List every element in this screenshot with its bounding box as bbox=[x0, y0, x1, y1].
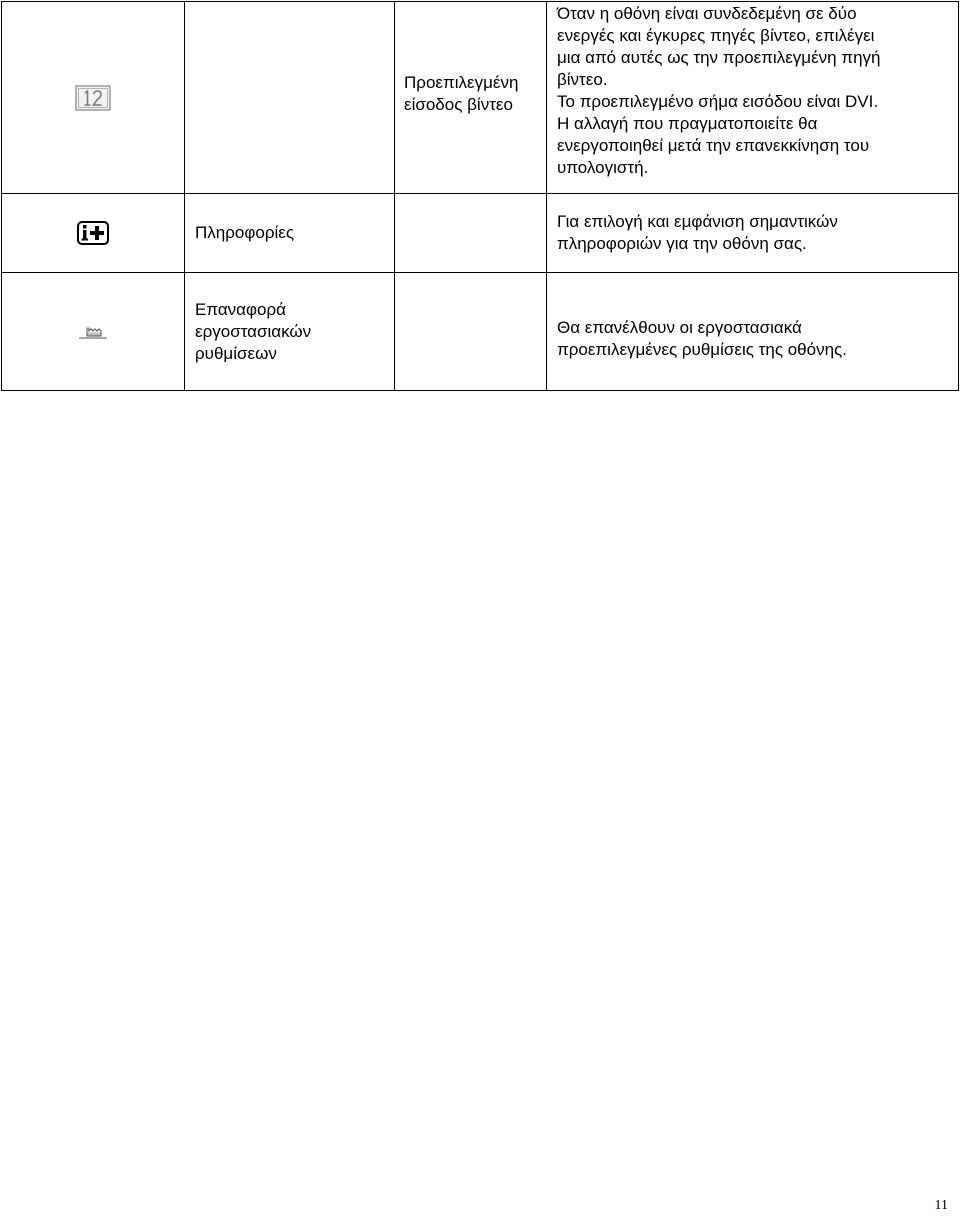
description-cell bbox=[547, 2, 959, 194]
menu-item-label-cell bbox=[185, 2, 395, 194]
osd-menu-table bbox=[1, 1, 959, 391]
description-cell bbox=[547, 194, 959, 273]
description-line: προεπιλεγμένες ρυθμίσεις της οθόνης. bbox=[557, 339, 847, 359]
table-row bbox=[2, 2, 959, 194]
submenu-label-line: Προεπιλεγμένη bbox=[404, 72, 519, 92]
icon-cell bbox=[2, 2, 185, 194]
submenu-item-cell bbox=[395, 2, 547, 194]
description-line: Για επιλογή και εμφάνιση σημαντικών bbox=[557, 212, 838, 231]
page-number: 11 bbox=[934, 1198, 948, 1213]
menu-item-label: Πληροφορίες bbox=[195, 223, 295, 242]
information-icon bbox=[77, 221, 109, 245]
description-line: Το προεπιλεγμένο σήμα εισόδου είναι DVI. bbox=[557, 92, 879, 111]
description-line: βίντεο. bbox=[557, 70, 608, 89]
description-line: Όταν η οθόνη είναι συνδεδεμένη σε δύο bbox=[557, 4, 857, 23]
submenu-label-line: είσοδος βίντεο bbox=[404, 94, 513, 114]
icon-cell bbox=[2, 194, 185, 273]
submenu-item-cell bbox=[395, 273, 547, 391]
menu-item-label: εργοστασιακών bbox=[195, 321, 312, 341]
description-line: ενεργοποιηθεί μετά την επανεκκίνηση του bbox=[557, 136, 870, 155]
submenu-item-cell bbox=[395, 194, 547, 273]
description-line: πληροφοριών για την οθόνη σας. bbox=[557, 234, 807, 253]
description-line: υπολογιστή. bbox=[557, 158, 649, 177]
description-cell bbox=[547, 273, 959, 391]
input-select-12-icon bbox=[75, 85, 111, 111]
description-line: ενεργές και έγκυρες πηγές βίντεο, επιλέγει bbox=[557, 26, 875, 45]
menu-item-label: Επαναφορά bbox=[195, 299, 286, 319]
description-line: Θα επανέλθουν οι εργοστασιακά bbox=[557, 317, 802, 337]
menu-item-label: ρυθμίσεων bbox=[195, 343, 277, 363]
icon-cell bbox=[2, 273, 185, 391]
menu-item-label-cell bbox=[185, 194, 395, 273]
table-row bbox=[2, 194, 959, 273]
menu-item-label-cell bbox=[185, 273, 395, 391]
factory-reset-icon bbox=[77, 325, 109, 339]
table-row bbox=[2, 273, 959, 391]
description-line: μια από αυτές ως την προεπιλεγμένη πηγή bbox=[557, 48, 881, 67]
description-line: Η αλλαγή που πραγματοποιείτε θα bbox=[557, 114, 818, 133]
